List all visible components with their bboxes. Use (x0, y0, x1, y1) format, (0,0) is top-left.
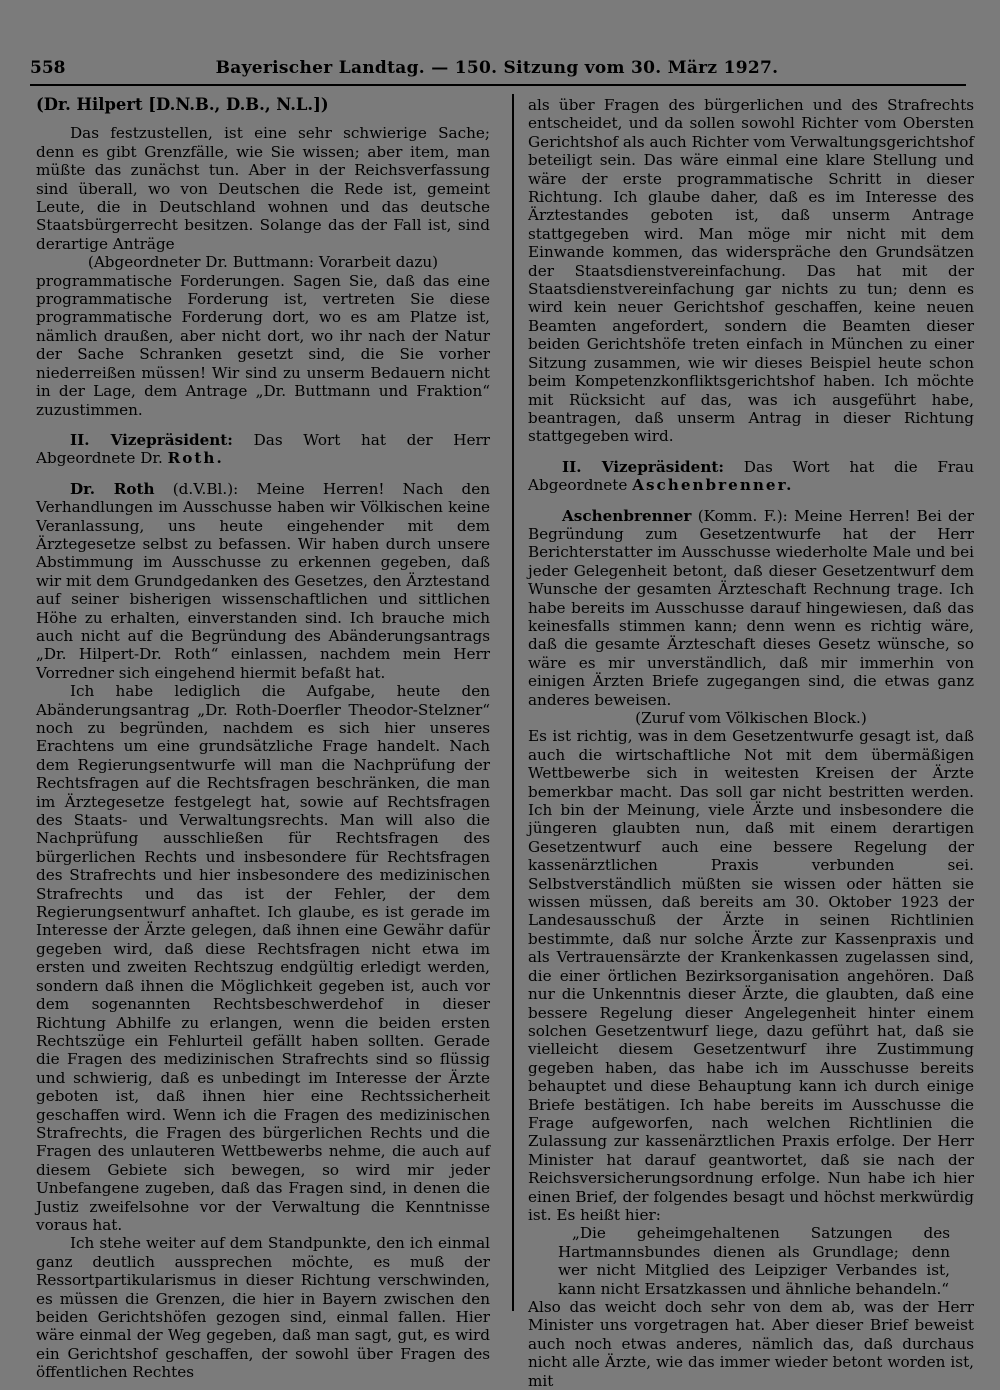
spacer (528, 495, 974, 507)
speaker-name: Aschenbrenner. (632, 476, 794, 495)
president-label: II. Vizepräsident: (70, 430, 233, 449)
speech-text: Meine Herren! Nach den Verhandlungen im Ausschusse haben wir Völkischen keine Veranlassung, uns heute eingehender mit dem Ärztegesetze selbst zu befassen. Wir haben durch unsere Abstimmung im Ausschusse zu erkennen gegeben, daß wir mit dem Grundgedanken des Gesetzes, den Ärztestand auf seiner bisherigen wissenschaftlichen und sittlichen Höhe zu erhalten, einverstanden sind. Ich brauche mich auch nicht auf die Begründung des Abänderungsantrags „Dr. Hilpert-Dr. Roth“ einlassen, nachdem mein Herr Vorredner sich eingehend hiermit befaßt hat. (36, 479, 490, 682)
speaker-name: Dr. Roth (70, 479, 155, 498)
speech-text: Meine Herren! Bei der Begründung zum Gesetzentwurfe hat der Herr Berichterstatter im Ausschusse wiederholte Male und bei jeder Gelegenheit betont, daß dieser Gesetzentwurf dem Wunsche der gesamten Ärzteschaft Rechnung trage. Ich habe bereits im Ausschusse darauf hingewiesen, daß das keinesfalls stimmen kann; denn wenn es richtig wäre, daß die gesamte Ärzteschaft dieses Gesetz wünsche, so wäre es mir unverständlich, daß mir immerhin von einigen Ärzten Briefe zugegangen sind, die etwas ganz anderes beweisen. (528, 506, 975, 709)
page-number: 558 (30, 58, 66, 78)
speech-paragraph (36, 480, 490, 682)
president-label: II. Vizepräsident: (562, 457, 725, 476)
president-statement (528, 458, 974, 495)
paragraph: Das festzustellen, ist eine sehr schwierige Sache; denn es gibt Grenzfälle, wie Sie wissen; aber item, man müßte das zunächst tun. Aber in der Reichsverfassung sind überall, wo von Deutschen die Rede ist, gemeint Leute, die in Deutschland wohnen und das deutsche Staatsbürgerrecht besitzen. Solange das der Fall ist, sind derartige Anträge (36, 124, 490, 253)
paragraph: Ich stehe weiter auf dem Standpunkte, den ich einmal ganz deutlich aussprechen möchte, es muß der Ressortpartikularismus in dieser Richtung verschwinden, es müssen die Grenzen, die hier in Bayern zwischen den beiden Gerichtshöfen gezogen sind, einmal fallen. Hier wäre einmal der Weg gegeben, daß man sagt, gut, es wird ein Gerichtshof geschaffen, der sowohl über Fragen des öffentlichen Rechtes (36, 1234, 490, 1382)
column-divider (512, 94, 514, 1311)
paragraph: als über Fragen des bürgerlichen und des Strafrechts entscheidet, und da sollen sowohl Richter vom Obersten Gerichtshof als auch Richter vom Verwaltungsgerichtshof beteiligt sein. Das wäre einmal eine klare Stellung und wäre der erste programmatische Schritt in dieser Richtung. Ich glaube daher, daß es im Interesse des Ärztestandes geboten ist, daß unserm Antrage stattgegeben wird. Man möge mir nicht mit dem Einwande kommen, das widerspräche den Grundsätzen der Staatsdienstvereinfachung. Das hat mit der Staatsdienstvereinfachung gar nichts zu tun; denn es wird kein neuer Gerichtshof geschaffen, keine neuen Beamten angefordert, sondern die Beamten dieser beiden Gerichtshöfe treten einfach in München zu einer Sitzung zusammen, wie wir dieses Beispiel heute schon beim Kompetenzkonfliktsgerichtshof haben. Ich möchte mit Rücksicht auf das, was ich ausgeführt habe, beantragen, daß unserm Antrag in dieser Richtung stattgegeben wird. (528, 96, 974, 446)
header-rule (30, 84, 966, 86)
president-text: Das Wort hat der Herr Abgeordnete Dr. (36, 430, 490, 468)
running-title: Bayerischer Landtag. — 150. Sitzung vom 30. März 1927. (215, 58, 779, 78)
right-column (528, 96, 974, 1390)
speaker-name: Roth. (167, 449, 224, 468)
speaker-party: (Komm. F.): (697, 506, 788, 525)
quotation: „Die geheimgehaltenen Satzungen des Hartmannsbundes dienen als Grundlage; denn wer nicht Mitglied des Leipziger Verbandes ist, kann nicht Ersatzkassen und ähnliche behandeln.“ (558, 1224, 950, 1298)
speech-paragraph (528, 507, 974, 709)
page-header (30, 56, 964, 80)
president-statement (36, 431, 490, 468)
paragraph: Also das weicht doch sehr von dem ab, was der Herr Minister uns vorgetragen hat. Aber dieser Brief beweist auch noch etwas anderes, nämlich das, daß durchaus nicht alle Ärzte, wie das immer wieder betont worden ist, mit (528, 1298, 974, 1390)
interjection: (Abgeordneter Dr. Buttmann: Vorarbeit dazu) (87, 253, 439, 272)
paragraph: Ich habe lediglich die Aufgabe, heute den Abänderungsantrag „Dr. Roth-Doerfler Theodor-Stelzner“ noch zu begründen, nachdem es sich hier unseres Erachtens um eine grundsätzliche Frage handelt. Nach dem Regierungsentwurfe will man die Nachprüfung der Rechtsfragen auf die Rechtsfragen beschränken, die man im Ärztegesetze festgelegt hat, sowie auf Rechtsfragen des Staats- und Verwaltungsrechts. Man will also die Nachprüfung ausschließen für Rechtsfragen des bürgerlichen Rechts und insbesondere für Rechtsfragen des Strafrechts und hier insbesondere des medizinischen Strafrechts und das ist der Fehler, der dem Regierungsentwurf anhaftet. Ich glaube, es ist gerade im Interesse der Ärzte gelegen, daß ihnen eine Gewähr dafür gegeben wird, daß diese Rechtsfragen nicht etwa im ersten und zweiten Rechtszug endgültig erledigt werden, sondern daß ihnen die Möglichkeit gegeben ist, auch vor dem sogenannten Rechtsbeschwerdehof in dieser Richtung Abhilfe zu erlangen, wenn die beiden ersten Rechtszüge ein Fehlurteil gefällt haben sollten. Gerade die Fragen des medizinischen Strafrechts sind so flüssig und schwierig, daß es unbedingt im Interesse der Ärzte geboten ist, daß ihnen hier eine Rechtssicherheit geschaffen wird. Wenn ich die Fragen des medizinischen Strafrechts, die Fragen des bürgerlichen Rechts und die Fragen des unlauteren Wettbewerbs nehme, die auch auf diesem Gebiete sich bewegen, so wird mir jeder Unbefangene zugeben, daß das Fragen sind, in denen die Justiz zweifelsohne vor der Verwaltung die Kenntnisse voraus hat. (36, 682, 490, 1234)
speaker-tag: (Dr. Hilpert [D.N.B., D.B., N.L.]) (36, 95, 329, 114)
speaker-party: (d.V.Bl.): (172, 479, 239, 498)
spacer (36, 468, 490, 480)
paragraph: programmatische Forderungen. Sagen Sie, daß das eine programmatische Forderung ist, vertreten Sie diese programmatische Forderung dort, wo es am Platze ist, nämlich draußen, aber nicht dort, wo ihr nach der Natur der Sache Schranken gesetzt sind, die Sie vorher niederreißen müssen! Wir sind zu unserm Bedauern nicht in der Lage, dem Antrage „Dr. Buttmann und Fraktion“ zuzustimmen. (36, 271, 490, 419)
interjection: (Zuruf vom Völkischen Block.) (635, 709, 867, 727)
paragraph: Es ist richtig, was in dem Gesetzentwurfe gesagt ist, daß auch die wirtschaftliche Not mit dem übermäßigen Wettbewerbe sich in weitesten Kreisen der Ärzte bemerkbar macht. Das soll gar nicht bestritten werden. Ich bin der Meinung, viele Ärzte und insbesondere die jüngeren glaubten nun, daß mit einem derartigen Gesetzentwurf auch eine bessere Regelung der kassenärztlichen Praxis verbunden sei. Selbstverständlich müßten sie wissen oder hätten sie wissen müssen, daß bereits am 30. Oktober 1923 der Landesausschuß der Ärzte in seinen Richtlinien bestimmte, daß nur solche Ärzte zur Kassenpraxis und als Vertrauensärzte der Krankenkassen zugelassen sind, die einer örtlichen Bezirksorganisation angehören. Daß nur die Unkenntnis dieser Ärzte, die glaubten, daß eine bessere Regelung dieser Angelegenheit hinter einem solchen Gesetzentwurf liege, dazu geführt hat, daß sie vielleicht diesem Gesetzentwurf ihre Zustimmung gegeben haben, das habe ich im Ausschusse bereits behauptet und diese Behauptung kann ich durch einige Briefe bestätigen. Ich habe bereits im Ausschusse die Frage aufgeworfen, nach welchen Richtlinien die Zulassung zur kassenärztlichen Praxis erfolge. Der Herr Minister hat darauf geantwortet, daß sie nach der Reichsversicherungsordnung erfolge. Nun habe ich hier einen Brief, der folgendes besagt und höchst merkwürdig ist. Es heißt hier: (528, 727, 974, 1224)
spacer (528, 446, 974, 458)
president-text: Das Wort hat die Frau Abgeordnete (528, 457, 975, 495)
speaker-name: Aschenbrenner (562, 506, 692, 525)
left-column (36, 96, 490, 1382)
spacer (36, 419, 490, 431)
